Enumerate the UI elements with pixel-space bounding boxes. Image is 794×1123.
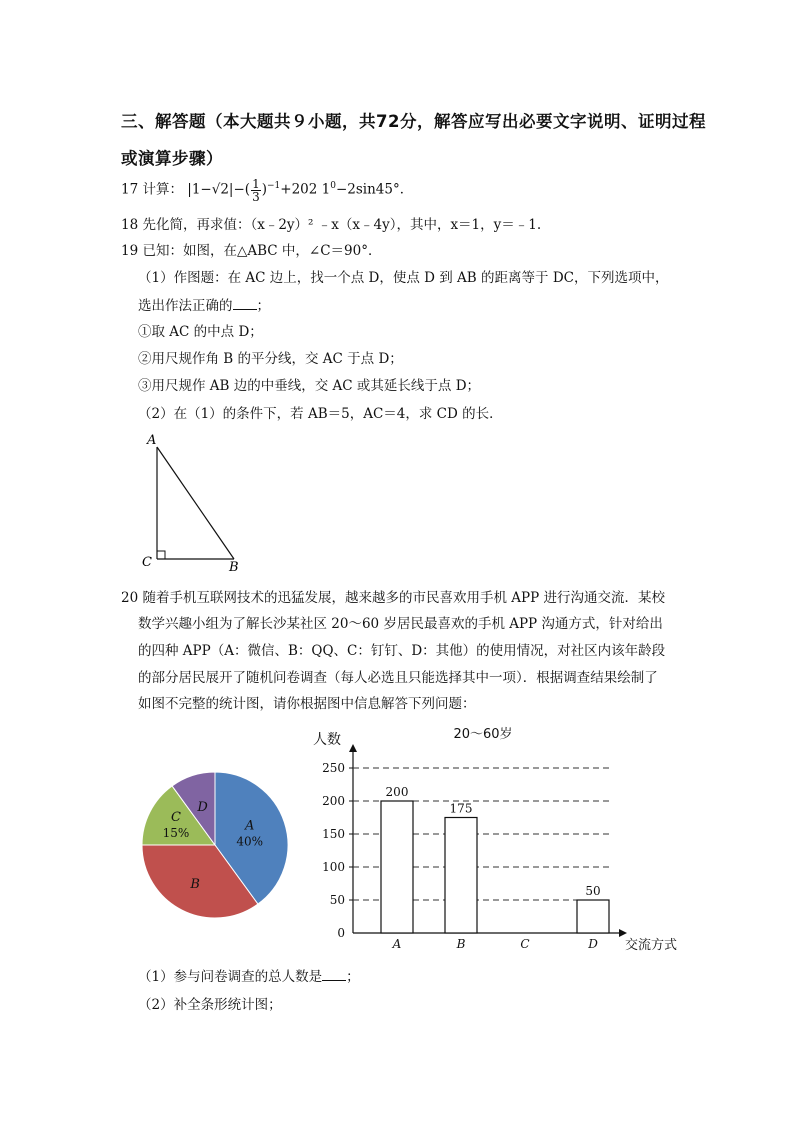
bar-d — [577, 900, 609, 933]
pie-chart — [138, 768, 293, 923]
bar-value-label: 175 — [449, 801, 473, 816]
question-18: 18 先化简，再求值：（x﹣2y）² ﹣x（x﹣4y），其中，x＝1，y＝﹣1. — [121, 217, 542, 233]
q17-expr-a: |1−√2|−( — [187, 181, 251, 198]
bar-a — [381, 801, 413, 933]
section-heading: 三、解答题（本大题共９小题，共72分，解答应写出必要文字说明、证明过程 — [121, 112, 706, 131]
question-19-part2: （2）在（1）的条件下，若 AB＝5，AC＝4，求 CD 的长． — [138, 406, 503, 422]
question-19-option-2: ②用尺规作角 B 的平分线，交 AC 于点 D； — [138, 351, 403, 367]
question-19-part1-cont — [138, 297, 270, 315]
pie-label-b: B — [190, 877, 200, 893]
category-label-a: A — [392, 937, 402, 951]
y-axis-title: 人数 — [313, 732, 341, 748]
question-20-line4: 的部分居民展开了随机问卷调查（每人必选且只能选择其中一项）．根据调查结果绘制了 — [138, 670, 658, 686]
q20-sub1-label: （1）参与问卷调查的总人数是 — [138, 969, 323, 985]
pie-percent-c: 15% — [162, 826, 190, 841]
question-19-option-1: ①取 AC 的中点 D； — [138, 324, 263, 340]
bar-b — [445, 818, 477, 934]
vertex-b-label: B — [229, 560, 239, 575]
y-tick-label: 50 — [329, 893, 345, 907]
question-20-line3: 的四种 APP（A：微信、B：QQ、C：钉钉、D：其他）的使用情况，对社区内该年龄段 — [138, 643, 666, 659]
side-ab — [157, 447, 234, 559]
q20-sub1-end: ； — [346, 969, 360, 985]
q17-frac-num: 1 — [252, 176, 260, 191]
pie-label-d: D — [197, 799, 208, 815]
answer-blank-total — [322, 968, 346, 981]
vertex-c-label: C — [142, 555, 152, 570]
category-label-b: B — [456, 937, 466, 951]
triangle-figure — [138, 428, 248, 576]
chart-title: 20～60岁 — [453, 727, 513, 742]
section-heading-cont: 或演算步骤） — [121, 149, 223, 168]
question-19-option-3: ③用尺规作 AB 边的中垂线，交 AC 或其延长线于点 D； — [138, 378, 481, 394]
bar-value-label: 50 — [585, 884, 601, 898]
category-label-c: C — [520, 937, 530, 951]
x-axis-arrow — [619, 929, 627, 937]
q17-fraction — [251, 178, 261, 203]
category-label-d: D — [588, 937, 598, 951]
pie-label-a: A — [245, 818, 255, 834]
q17-expr-d: −2sin45°． — [335, 181, 414, 198]
question-20-line5: 如图不完整的统计图，请你根据图中信息解答下列问题： — [138, 696, 476, 712]
q17-exp1: −1 — [266, 181, 281, 191]
pie-percent-a: 40% — [236, 834, 264, 849]
q17-expr-c: +202 1 — [280, 181, 331, 198]
y-tick-label: 200 — [322, 794, 345, 808]
q17-frac-den: 3 — [252, 189, 260, 204]
right-angle-mark — [157, 551, 165, 559]
y-tick-label: 0 — [337, 926, 345, 940]
question-17 — [121, 177, 413, 203]
y-axis-arrow — [349, 744, 357, 752]
q19-choose-label: 选出作法正确的 — [138, 298, 233, 314]
q17-expr-b: ) — [261, 181, 267, 198]
bar-value-label: 200 — [385, 785, 409, 799]
question-20-sub1 — [138, 968, 360, 986]
y-tick-label: 150 — [322, 827, 345, 841]
x-axis-title: 交流方式 — [625, 938, 678, 953]
question-20-sub2: （2）补全条形统计图； — [138, 997, 282, 1013]
answer-blank — [233, 297, 257, 310]
q17-prefix: 17 计算： — [121, 181, 183, 198]
y-tick-label: 100 — [322, 860, 345, 874]
q17-exp2: 0 — [330, 181, 336, 191]
y-tick-label: 250 — [322, 761, 345, 775]
question-19-part1: （1）作图题：在 AC 边上，找一个点 D，使点 D 到 AB 的距离等于 DC，下列选项中， — [138, 270, 669, 286]
vertex-a-label: A — [147, 433, 157, 448]
bar-chart — [295, 722, 690, 957]
q19-choose-end: ； — [256, 298, 270, 314]
question-19-stem: 19 已知：如图，在△ABC 中，∠C＝90°． — [121, 243, 382, 259]
question-20-line2: 数学兴趣小组为了解长沙某社区 20～60 岁居民最喜欢的手机 APP 沟通方式，针对给出 — [138, 616, 663, 632]
pie-label-c: C — [170, 810, 181, 826]
question-20-line1: 20 随着手机互联网技术的迅猛发展，越来越多的市民喜欢用手机 APP 进行沟通交流．某校 — [121, 590, 665, 606]
